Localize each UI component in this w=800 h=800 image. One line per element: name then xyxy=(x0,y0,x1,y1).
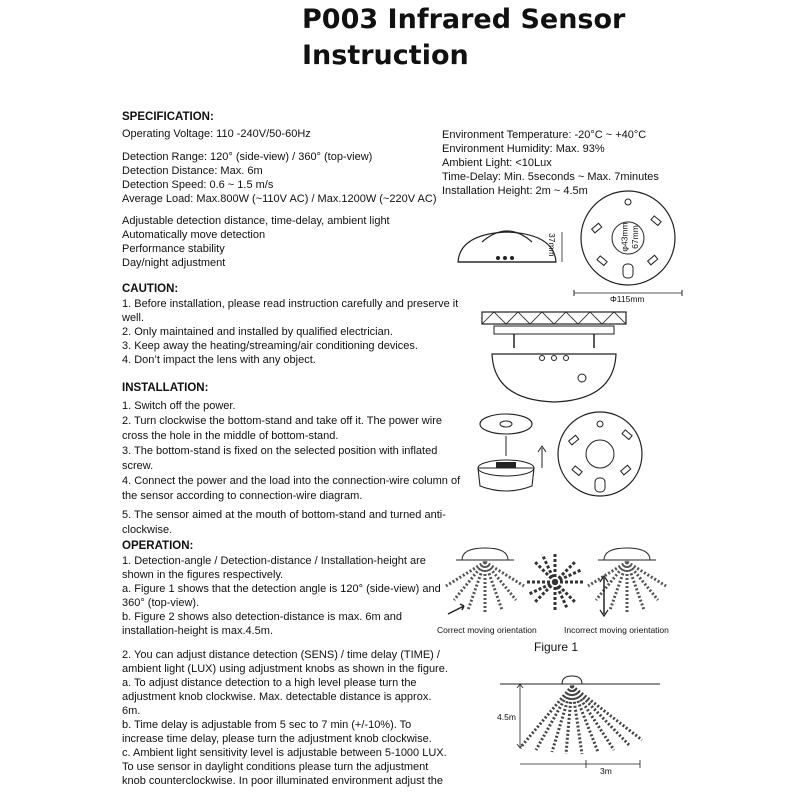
operation-item: 1. Detection-angle / Detection-distance / Installation-height are shown in the figures respectively. xyxy=(122,555,426,581)
operation-item: c. Ambient light sensitivity level is adjustable between 5-1000 LUX. To use sensor in daylight conditions please turn the adjustment knob counterclockwise. In poor illuminated environment adjust the xyxy=(122,747,447,787)
feature-item: Automatically move detection xyxy=(122,229,266,241)
dim-height-label: 37mm xyxy=(547,233,557,257)
ceiling-mount-figure xyxy=(478,308,630,408)
installation-item: 3. The bottom-stand is fixed on the selected position with inflated screw. xyxy=(122,445,438,472)
caution-item: 3. Keep away the heating/streaming/air conditioning devices. xyxy=(122,340,418,352)
correct-orientation-figure xyxy=(440,548,530,620)
page-subtitle: Instruction xyxy=(302,40,469,71)
installation-item: 5. The sensor aimed at the mouth of bottom-stand and turned anti-clockwise. xyxy=(122,509,446,536)
installation-item: 2. Turn clockwise the bottom-stand and take off it. The power wire cross the hole in the middle of bottom-stand. xyxy=(122,415,442,442)
feature-item: Day/night adjustment xyxy=(122,257,226,269)
correct-orientation-label: Correct moving orientation xyxy=(437,625,537,635)
page-title: P003 Infrared Sensor xyxy=(302,4,626,35)
installation-item: 1. Switch off the power. xyxy=(122,400,236,412)
spec-left-list xyxy=(122,150,452,206)
operation-item: a. To adjust distance detection to a high level please turn the adjustment knob clockwise. Max. detectable distance is approx. 6m. xyxy=(122,677,432,717)
coverage-figure xyxy=(490,676,670,796)
operation-item: b. Time delay is adjustable from 5 sec to 7 min (+/-10%). To increase time delay, please turn the adjustment knob clockwise. xyxy=(122,719,432,745)
operation-item: a. Figure 1 shows that the detection angle is 120° (side-view) and 360° (top-view). xyxy=(122,583,441,609)
spec-left-line: Detection Speed: 0.6 ~ 1.5 m/s xyxy=(122,179,274,191)
specification-heading: SPECIFICATION: xyxy=(122,111,214,123)
operation-item: b. Figure 2 shows also detection-distance is max. 6m and installation-height is max.4.5m. xyxy=(122,611,403,637)
spec-right-line: Ambient Light: <10Lux xyxy=(442,157,552,169)
installation-heading: INSTALLATION: xyxy=(122,382,209,394)
dim-diameter-label: Φ115mm xyxy=(610,294,645,304)
incorrect-orientation-figure xyxy=(582,548,672,620)
top-view-pattern-figure xyxy=(525,552,585,612)
installation-item: 4. Connect the power and the load into the connection-wire column of the sensor according to connection-wire diagram. xyxy=(122,475,461,502)
spec-right-line: Environment Temperature: -20°C ~ +40°C xyxy=(442,129,647,141)
height-label: 4.5m xyxy=(497,712,516,722)
dim-inner-a-label: φ43mm xyxy=(619,222,630,252)
incorrect-orientation-label: Incorrect moving orientation xyxy=(564,625,669,635)
spec-operating-voltage: Operating Voltage: 110 -240V/50-60Hz xyxy=(122,128,311,140)
operation-list xyxy=(122,554,452,788)
sensor-bottom-figure xyxy=(555,404,645,504)
caution-item: 4. Don’t impact the lens with any object. xyxy=(122,354,316,366)
spec-left-line: Detection Range: 120° (side-view) / 360° (top-view) xyxy=(122,151,373,163)
caution-item: 2. Only maintained and installed by qualified electrician. xyxy=(122,326,393,338)
spec-right-line: Installation Height: 2m ~ 4.5m xyxy=(442,185,588,197)
feature-item: Performance stability xyxy=(122,243,225,255)
operation-item: 2. You can adjust distance detection (SENS) / time delay (TIME) / ambient light (LUX) using adjustment knobs as shown in the figure. xyxy=(122,649,448,675)
spec-right-line: Environment Humidity: Max. 93% xyxy=(442,143,605,155)
figure1-caption: Figure 1 xyxy=(534,640,579,654)
feature-list xyxy=(122,214,442,270)
bottom-stand-figure xyxy=(466,408,556,500)
spec-right-line: Time-Delay: Min. 5seconds ~ Max. 7minutes xyxy=(442,171,659,183)
spec-left-line: Detection Distance: Max. 6m xyxy=(122,165,263,177)
caution-heading: CAUTION: xyxy=(122,283,179,295)
spec-left-line: Average Load: Max.800W (~110V AC) / Max.1200W (~220V AC) xyxy=(122,193,437,205)
installation-list xyxy=(122,399,462,538)
feature-item: Adjustable detection distance, time-delay, ambient light xyxy=(122,215,390,227)
distance-label: 3m xyxy=(600,766,612,776)
dim-inner-b-label: 67mm xyxy=(629,225,640,249)
operation-heading: OPERATION: xyxy=(122,540,194,552)
caution-item: 1. Before installation, please read instruction carefully and preserve it well. xyxy=(122,298,459,324)
caution-list xyxy=(122,297,467,367)
